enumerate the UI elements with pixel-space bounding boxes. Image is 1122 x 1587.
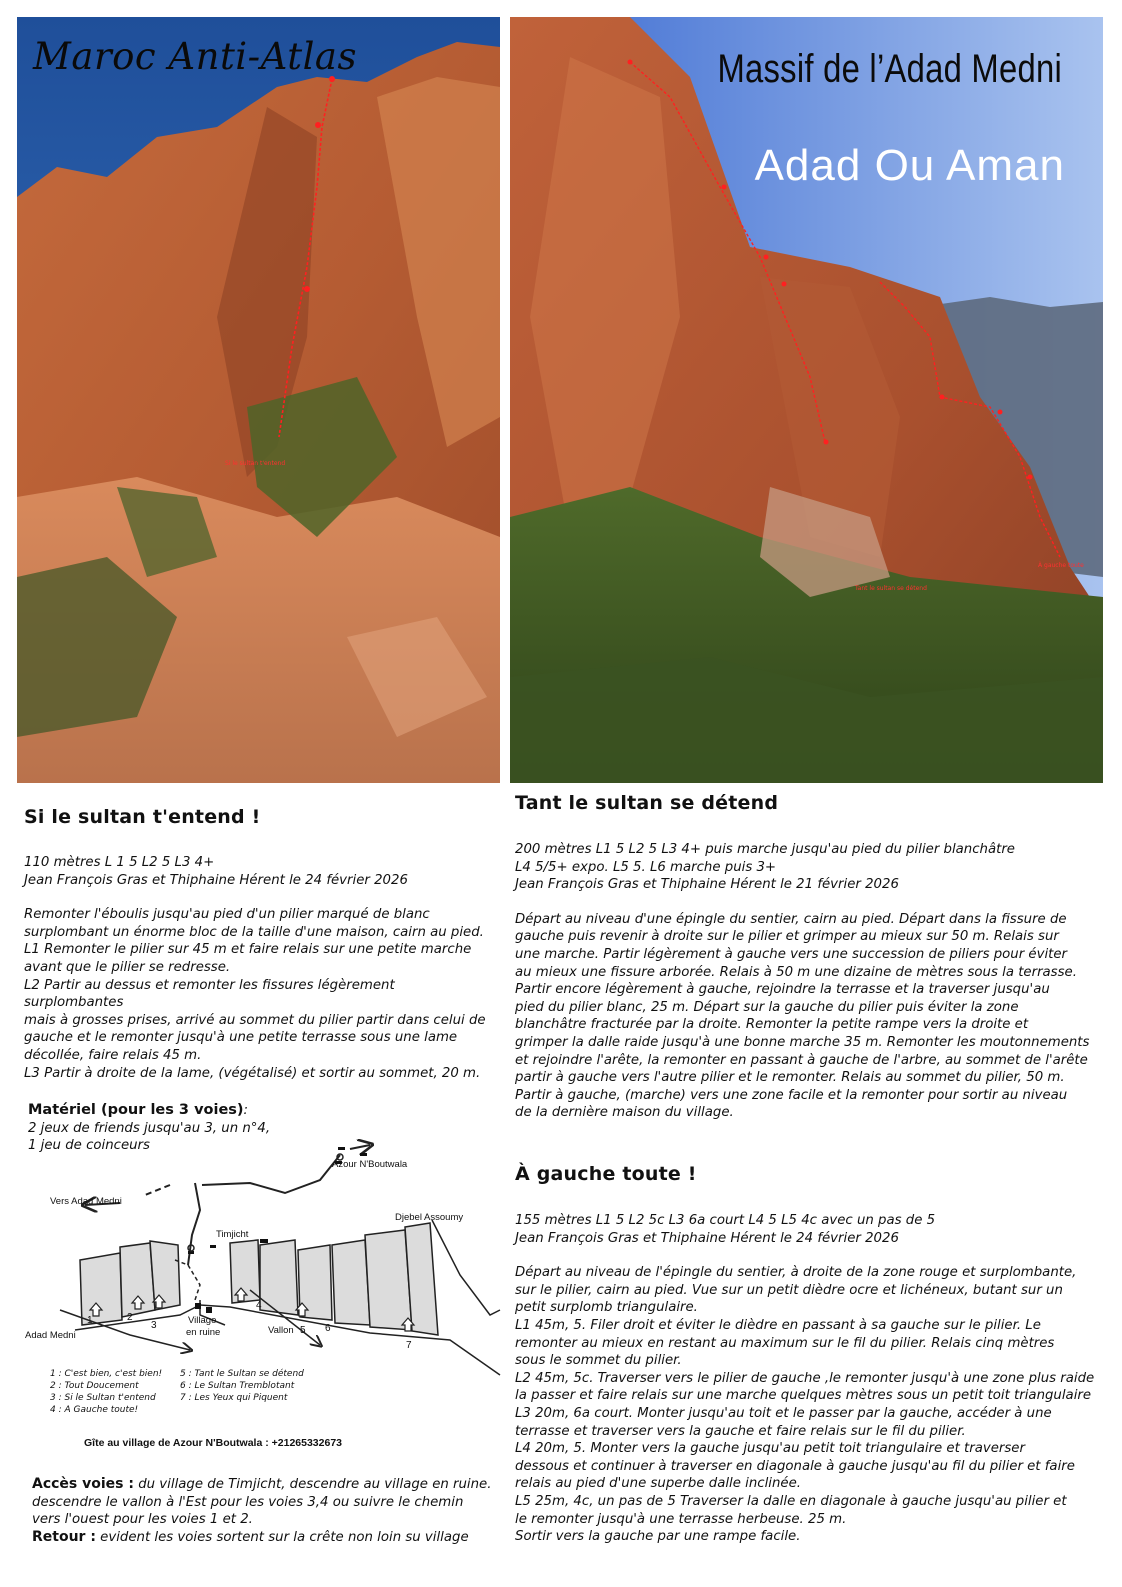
route1-line: L1 Remonter le pilier sur 45 m et faire relais sur une petite marche: [24, 942, 472, 958]
map-legend-item: 1 : C'est bien, c'est bien!: [50, 1369, 163, 1379]
acces-line-3: vers l'ouest pour les voies 1 et 2.: [32, 1512, 253, 1528]
left-photo: [17, 17, 500, 783]
map-legend-item: 4 : A Gauche toute!: [50, 1405, 139, 1415]
route1-line: mais à grosses prises, arrivé au sommet du pilier partir dans celui de: [24, 1012, 486, 1028]
route3-authors: Jean François Gras et Thiphaine Hérent le 24 février 2026: [515, 1230, 899, 1246]
map-label-vallon: Vallon: [268, 1325, 294, 1336]
route3-line: dessous et continuer à traverser en diagonale à gauche jusqu'au fil du pilier et faire: [515, 1458, 1075, 1474]
route3-line: remonter au mieux en restant au maximum sur le fil du pilier. Relais cinq mètres: [515, 1335, 1055, 1351]
route1-title: Si le sultan t'entend !: [24, 806, 261, 828]
map-label-timjicht: Timjicht: [216, 1229, 249, 1240]
route2-line: Départ au niveau d'une épingle du sentier, cairn au pied. Départ dans la fissure de: [515, 911, 1067, 927]
route2-block: [515, 841, 1110, 1122]
acces-label: Accès voies :: [32, 1476, 134, 1492]
map-legend-item: 3 : Si le Sultan t'entend: [50, 1393, 156, 1403]
route3-line: relais au pied d'une superbe dalle inclinée.: [515, 1476, 801, 1492]
route3-line: Départ au niveau de l'épingle du sentier, à droite de la zone rouge et surplombante,: [515, 1265, 1077, 1281]
retour-text: evident les voies sortent sur la crête non loin su village: [95, 1529, 469, 1545]
route3-stats: 155 mètres L1 5 L2 5c L3 6a court L4 5 L5 4c avec un pas de 5: [515, 1213, 936, 1228]
map-number-7: 7: [406, 1340, 412, 1351]
dashed-path: [145, 1185, 170, 1195]
map-number-6: 6: [325, 1323, 331, 1334]
left-cliff-image: [17, 17, 500, 783]
gite-contact: Gîte au village de Azour N'Boutwala : +21265332673: [84, 1437, 343, 1449]
map-legend-item: 7 : Les Yeux qui Piquent: [180, 1393, 288, 1403]
materiel-colon: :: [243, 1103, 249, 1118]
left-photo-title: Maroc Anti-Atlas: [33, 35, 357, 78]
left-route-label: Si le sultan t'entend: [225, 460, 286, 467]
route1-block: [24, 854, 494, 1082]
map-label-en-ruine: en ruine: [186, 1327, 221, 1338]
map-number-5: 5: [300, 1325, 306, 1336]
materiel-title: Matériel (pour les 3 voies): [28, 1102, 244, 1118]
right-photo-title: Massif de l’Adad Medni: [717, 47, 1062, 91]
map-label-adad-medni: Adad Medni: [25, 1330, 76, 1341]
route2-line: pied du pilier blanc, 25 m. Départ sur la gauche du pilier puis éviter la zone: [515, 999, 1019, 1015]
route1-line: L2 Partir au dessus et remonter les fissures légèrement surplombantes: [24, 977, 395, 1011]
route3-line: L3 20m, 6a court. Monter jusqu'au toit et le passer par la gauche, accéder à une: [515, 1405, 1052, 1421]
map-label-azour: Azour N'Boutwala: [332, 1159, 408, 1170]
acces-block: [32, 1476, 502, 1546]
map-number-1: 1: [87, 1315, 93, 1326]
map-label-djebel: Djebel Assoumy: [395, 1212, 464, 1223]
route3-line: Sortir vers la gauche par une rampe facile.: [515, 1529, 801, 1545]
route1-line: L3 Partir à droite de la lame, (végétalisé) et sortir au sommet, 20 m.: [24, 1065, 481, 1081]
map-legend-item: 2 : Tout Doucement: [50, 1381, 139, 1391]
route1-stats: 110 mètres L 1 5 L2 5 L3 4+: [24, 855, 215, 870]
right-cliff-image: [510, 17, 1103, 783]
route1-line: avant que le pilier se redresse.: [24, 959, 231, 975]
route2-line: blanchâtre fracturée par la droite. Remonter la petite rampe vers la droite et: [515, 1017, 1029, 1033]
map-label-village: Village: [188, 1315, 217, 1326]
materiel-line-2: 1 jeu de coinceurs: [28, 1138, 150, 1154]
route3-line: sur le pilier, cairn au pied. Vue sur un petit dièdre ocre et lichéneux, butant sur un: [515, 1282, 1063, 1298]
route2-line: grimper la dalle raide jusqu'à une bonne marche 35 m. Remonter les moutonnements: [515, 1034, 1090, 1050]
materiel-line-1: 2 jeux de friends jusqu'au 3, un n°4,: [28, 1120, 271, 1136]
route3-line: L4 20m, 5. Monter vers la gauche jusqu'au petit toit triangulaire et traverser: [515, 1441, 1025, 1457]
right-route-label-2: À gauche toute: [1038, 562, 1084, 569]
map-number-4: 4: [256, 1300, 262, 1311]
approach-map: [20, 1135, 510, 1465]
route3-title: À gauche toute !: [515, 1163, 697, 1185]
route1-line: Remonter l'éboulis jusqu'au pied d'un pilier marqué de blanc: [24, 907, 430, 923]
route2-line: Partir à gauche, (marche) vers une zone facile et la remonter pour sortir au niveau: [515, 1087, 1068, 1103]
right-photo: [510, 17, 1103, 783]
route3-line: L1 45m, 5. Filer droit et éviter le dièdre en passant à sa gauche sur le pilier. Le: [515, 1317, 1041, 1333]
route2-title: Tant le sultan se détend: [515, 792, 779, 814]
right-photo-subtitle: Adad Ou Aman: [754, 141, 1065, 190]
route2-stats-line: L4 5/5+ expo. L5 5. L6 marche puis 3+: [515, 859, 777, 875]
map-number-3: 3: [151, 1320, 157, 1331]
route3-block: [515, 1212, 1110, 1546]
acces-line-2: descendre le vallon à l'Est pour les voies 3,4 ou suivre le chemin: [32, 1494, 464, 1510]
route1-line: surplombant un énorme bloc de la taille d'une maison, cairn au pied.: [24, 924, 484, 940]
route1-authors: Jean François Gras et Thiphaine Hérent le 24 février 2026: [24, 872, 408, 888]
route3-line: le remonter jusqu'à une terrasse herbeuse. 25 m.: [515, 1511, 847, 1527]
route2-line: au mieux une fissure arborée. Relais à 50 m une dizaine de mètres sous la terrasse.: [515, 964, 1077, 980]
route2-line: partir à gauche vers l'autre pilier et le remonter. Relais au sommet du pilier, 50 m.: [515, 1070, 1065, 1086]
route3-line: la passer et faire relais sur une marche quelques mètres sous un petit toit triangulaire: [515, 1388, 1092, 1404]
route1-line: décollée, faire relais 45 m.: [24, 1047, 202, 1063]
route3-line: sous le sommet du pilier.: [515, 1353, 682, 1369]
map-label-vers-adad: Vers Adad Medni: [50, 1196, 122, 1207]
map-legend-item: 6 : Le Sultan Tremblotant: [180, 1381, 295, 1391]
right-route-label-1: Tant le sultan se détend: [855, 585, 927, 592]
route2-line: de la dernière maison du village.: [515, 1105, 734, 1121]
route3-line: terrasse et traverser vers la gauche et faire relais sur le fil du pilier.: [515, 1423, 966, 1439]
route2-authors: Jean François Gras et Thiphaine Hérent le 21 février 2026: [515, 877, 899, 893]
route1-line: gauche et le remonter jusqu'à une petite terrasse sous une lame: [24, 1030, 458, 1046]
retour-label: Retour :: [32, 1528, 96, 1545]
route2-line: une marche. Partir légèrement à gauche vers une succession de piliers pour éviter: [515, 946, 1068, 962]
map-number-2: 2: [127, 1312, 133, 1323]
route3-line: L2 45m, 5c. Traverser vers le pilier de gauche ,le remonter jusqu'à une zone plus raide: [515, 1370, 1095, 1386]
route2-line: et rejoindre l'arête, la remonter en passant à gauche de l'arbre, au sommet de l'arête: [515, 1052, 1088, 1068]
acces-line-1: du village de Timjicht, descendre au village en ruine.: [133, 1477, 492, 1492]
pillars: [80, 1223, 438, 1335]
map-legend-item: 5 : Tant le Sultan se détend: [180, 1369, 304, 1379]
route2-line: gauche puis revenir à droite sur le pilier et grimper au mieux sur 50 m. Relais sur: [515, 929, 1059, 945]
route3-line: petit surplomb triangulaire.: [515, 1300, 698, 1316]
route2-stats-line: 200 mètres L1 5 L2 5 L3 4+ puis marche jusqu'au pied du pilier blanchâtre: [515, 842, 1015, 857]
route2-line: Partir encore légèrement à gauche, rejoindre la terrasse et la traverser jusqu'au: [515, 982, 1050, 998]
route3-line: L5 25m, 4c, un pas de 5 Traverser la dalle en diagonale à gauche jusqu'au pilier et: [515, 1493, 1067, 1509]
